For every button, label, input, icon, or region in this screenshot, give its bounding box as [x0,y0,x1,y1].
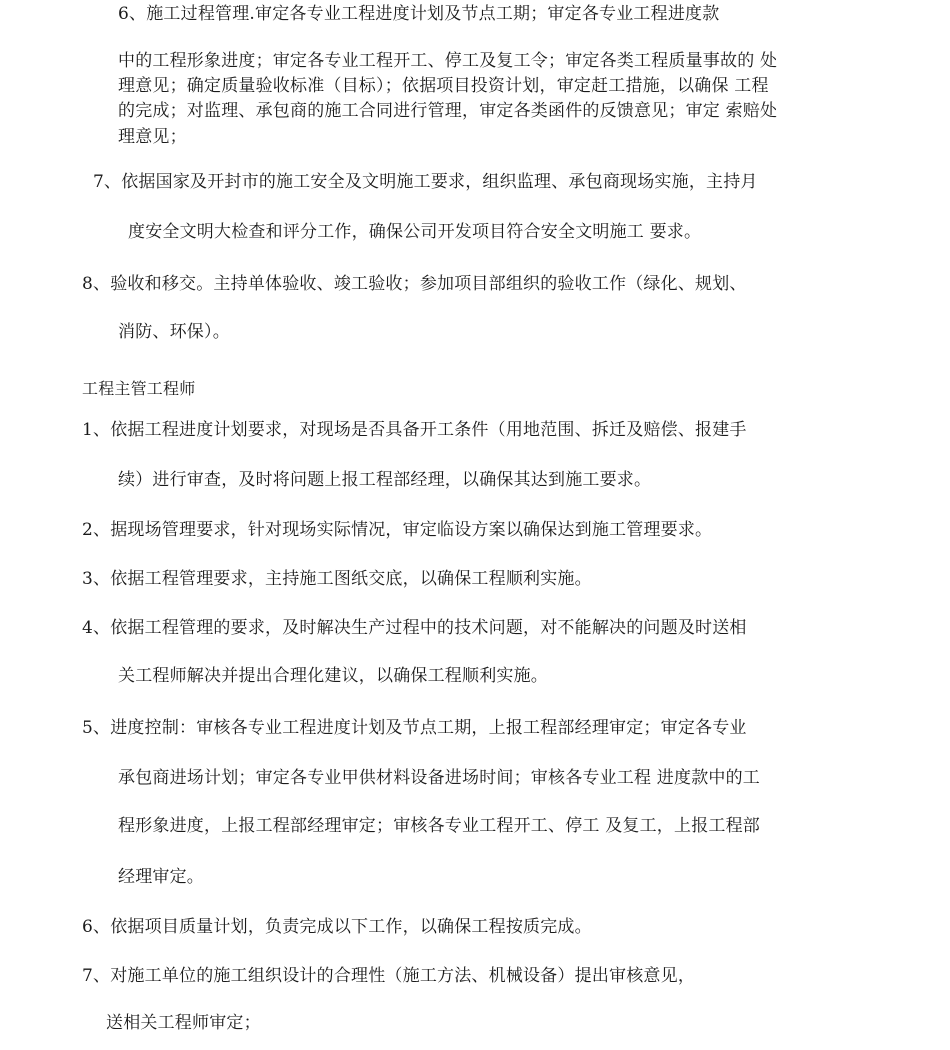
text-line: 的完成；对监理、承包商的施工合同进行管理，审定各类函件的反馈意见；审定 索赔处 [118,101,778,121]
text-line: 7、对施工单位的施工组织设计的合理性（施工方法、机械设备）提出审核意见， [82,966,696,986]
text-line: 消防、环保）。 [118,322,230,342]
text-line: 关工程师解决并提出合理化建议，以确保工程顺利实施。 [118,666,548,686]
text-line: 中的工程形象进度；审定各专业工程开工、停工及复工令；审定各类工程质量事故的 处 [118,51,778,71]
text-line: 承包商进场计划；审定各专业甲供材料设备进场时间；审核各专业工程 进度款中的工 [118,768,761,788]
text-line: 经理审定。 [118,867,204,887]
text-line: 程形象进度，上报工程部经理审定；审核各专业工程开工、停工 及复工，上报工程部 [118,816,761,836]
text-line: 送相关工程师审定； [106,1013,261,1033]
text-line: 3、依据工程管理要求，主持施工图纸交底，以确保工程顺利实施。 [82,569,592,589]
section-heading: 工程主管工程师 [82,379,196,398]
text-line: 6、依据项目质量计划，负责完成以下工作，以确保工程按质完成。 [82,917,592,937]
text-line: 7、依据国家及开封市的施工安全及文明施工要求，组织监理、承包商现场实施，主持月 [93,172,758,192]
text-line: 6、施工过程管理.审定各专业工程进度计划及节点工期；审定各专业工程进度款 [118,4,720,24]
text-line: 8、验收和移交。主持单体验收、竣工验收；参加项目部组织的验收工作（绿化、规划、 [82,274,747,294]
text-line: 4、依据工程管理的要求，及时解决生产过程中的技术问题，对不能解决的问题及时送相 [82,618,747,638]
text-line: 2、据现场管理要求，针对现场实际情况，审定临设方案以确保达到施工管理要求。 [82,520,713,540]
text-line: 续）进行审查，及时将问题上报工程部经理，以确保其达到施工要求。 [118,470,652,490]
text-line: 度安全文明大检查和评分工作，确保公司开发项目符合安全文明施工 要求。 [128,222,702,242]
text-line: 理意见；确定质量验收标准（目标）；依据项目投资计划，审定赶工措施，以确保 工程 [118,76,769,96]
text-line: 1、依据工程进度计划要求，对现场是否具备开工条件（用地范围、拆迁及赔偿、报建手 [82,420,747,440]
text-line: 理意见； [118,127,187,147]
text-line: 5、进度控制：审核各专业工程进度计划及节点工期，上报工程部经理审定；审定各专业 [82,718,747,738]
